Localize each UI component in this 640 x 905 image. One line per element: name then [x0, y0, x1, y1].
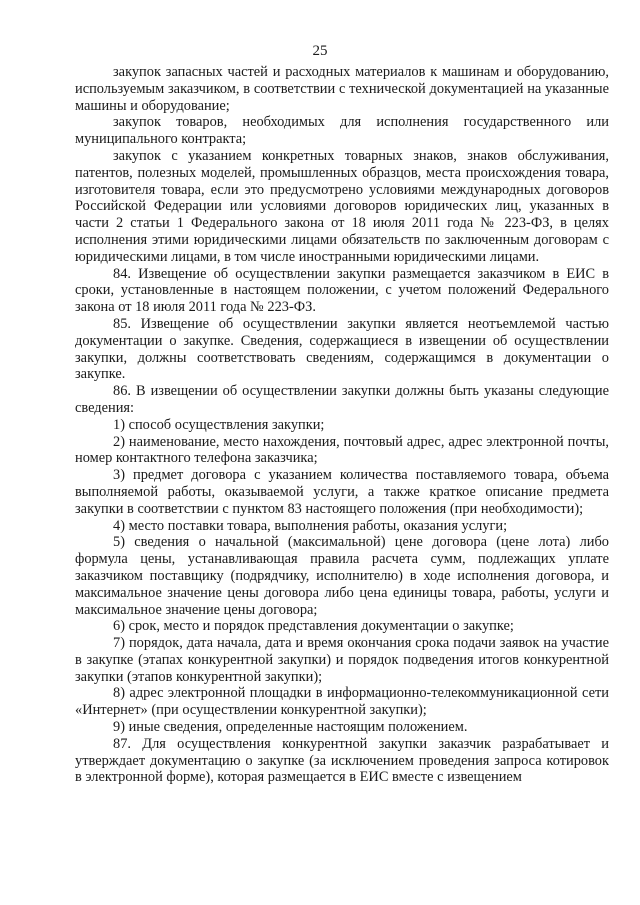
list-item-9: 9) иные сведения, определенные настоящим положением.	[113, 719, 468, 736]
paragraph-84: 84. Извещение об осуществлении закупки размещается заказчиком в ЕИС в сроки, установленные в настоящем положении, с учетом положений Федерального закона от 18 июля 2011 года № 223-ФЗ.	[75, 265, 609, 316]
document-body	[75, 64, 609, 786]
list-item-5: 5) сведения о начальной (максимальной) цене договора (цене лота) либо формула цены, устанавливающая правила расчета сумм, подлежащих уплате заказчиком поставщику (подрядчику, исполнителю) в ходе исполнения договора, и максимальное значение цены договора либо цена единицы товара, работы, услуги и максимальное значение цены договора;	[75, 534, 609, 618]
paragraph-state-contract: закупок товаров, необходимых для исполнения государственного или муниципального контракта;	[75, 114, 609, 148]
list-item-8: 8) адрес электронной площадки в информационно-телекоммуникационной сети «Интернет» (при осуществлении конкурентной закупки);	[75, 685, 609, 719]
paragraph-spare-parts: закупок запасных частей и расходных материалов к машинам и оборудованию, используемым заказчиком, в соответствии с технической документацией на указанные машины и оборудование;	[75, 64, 609, 114]
page-number: 25	[312, 43, 328, 59]
list-item-1: 1) способ осуществления закупки;	[113, 416, 325, 433]
paragraph-trademarks: закупок с указанием конкретных товарных знаков, знаков обслуживания, патентов, полезных моделей, промышленных образцов, места происхождения товара, изготовителя товара, если это предусмотрено условиями международных договоров Российской Федерации или условиями договоров юридических лиц, указанных в части 2 статьи 1 Федерального закона от 18 июля 2011 года № 223-ФЗ, в целях исполнения этими юридическими лицами обязательств по заключенным договорам с юридическими лицами, в том числе иностранными юридическими лицами.	[75, 147, 609, 265]
list-item-4: 4) место поставки товара, выполнения работы, оказания услуги;	[113, 517, 508, 534]
list-item-7: 7) порядок, дата начала, дата и время окончания срока подачи заявок на участие в закупке (этапах конкурентной закупки) и порядок подведения итогов конкурентной закупки (этапов конкурентной закупки);	[75, 635, 609, 685]
list-item-3: 3) предмет договора с указанием количества поставляемого товара, объема выполняемой работы, оказываемой услуги, а также краткое описание предмета закупки в соответствии с пунктом 83 настоящего положения (при необходимости);	[75, 467, 609, 517]
paragraph-86: 86. В извещении об осуществлении закупки должны быть указаны следующие сведения:	[75, 383, 609, 416]
list-item-6: 6) срок, место и порядок представления документации о закупке;	[113, 618, 514, 635]
list-item-2: 2) наименование, место нахождения, почтовый адрес, адрес электронной почты, номер контактного телефона заказчика;	[75, 433, 609, 467]
paragraph-87: 87. Для осуществления конкурентной закупки заказчик разрабатывает и утверждает документацию о закупке (за исключением проведения запроса котировок в электронной форме), которая размещается в ЕИС вместе с извещением	[75, 735, 609, 786]
paragraph-85: 85. Извещение об осуществлении закупки является неотъемлемой частью документации о закупке. Сведения, содержащиеся в извещении об осуществлении закупки, должны соответствовать сведениям, содержащимся в документации о закупке.	[75, 315, 609, 383]
